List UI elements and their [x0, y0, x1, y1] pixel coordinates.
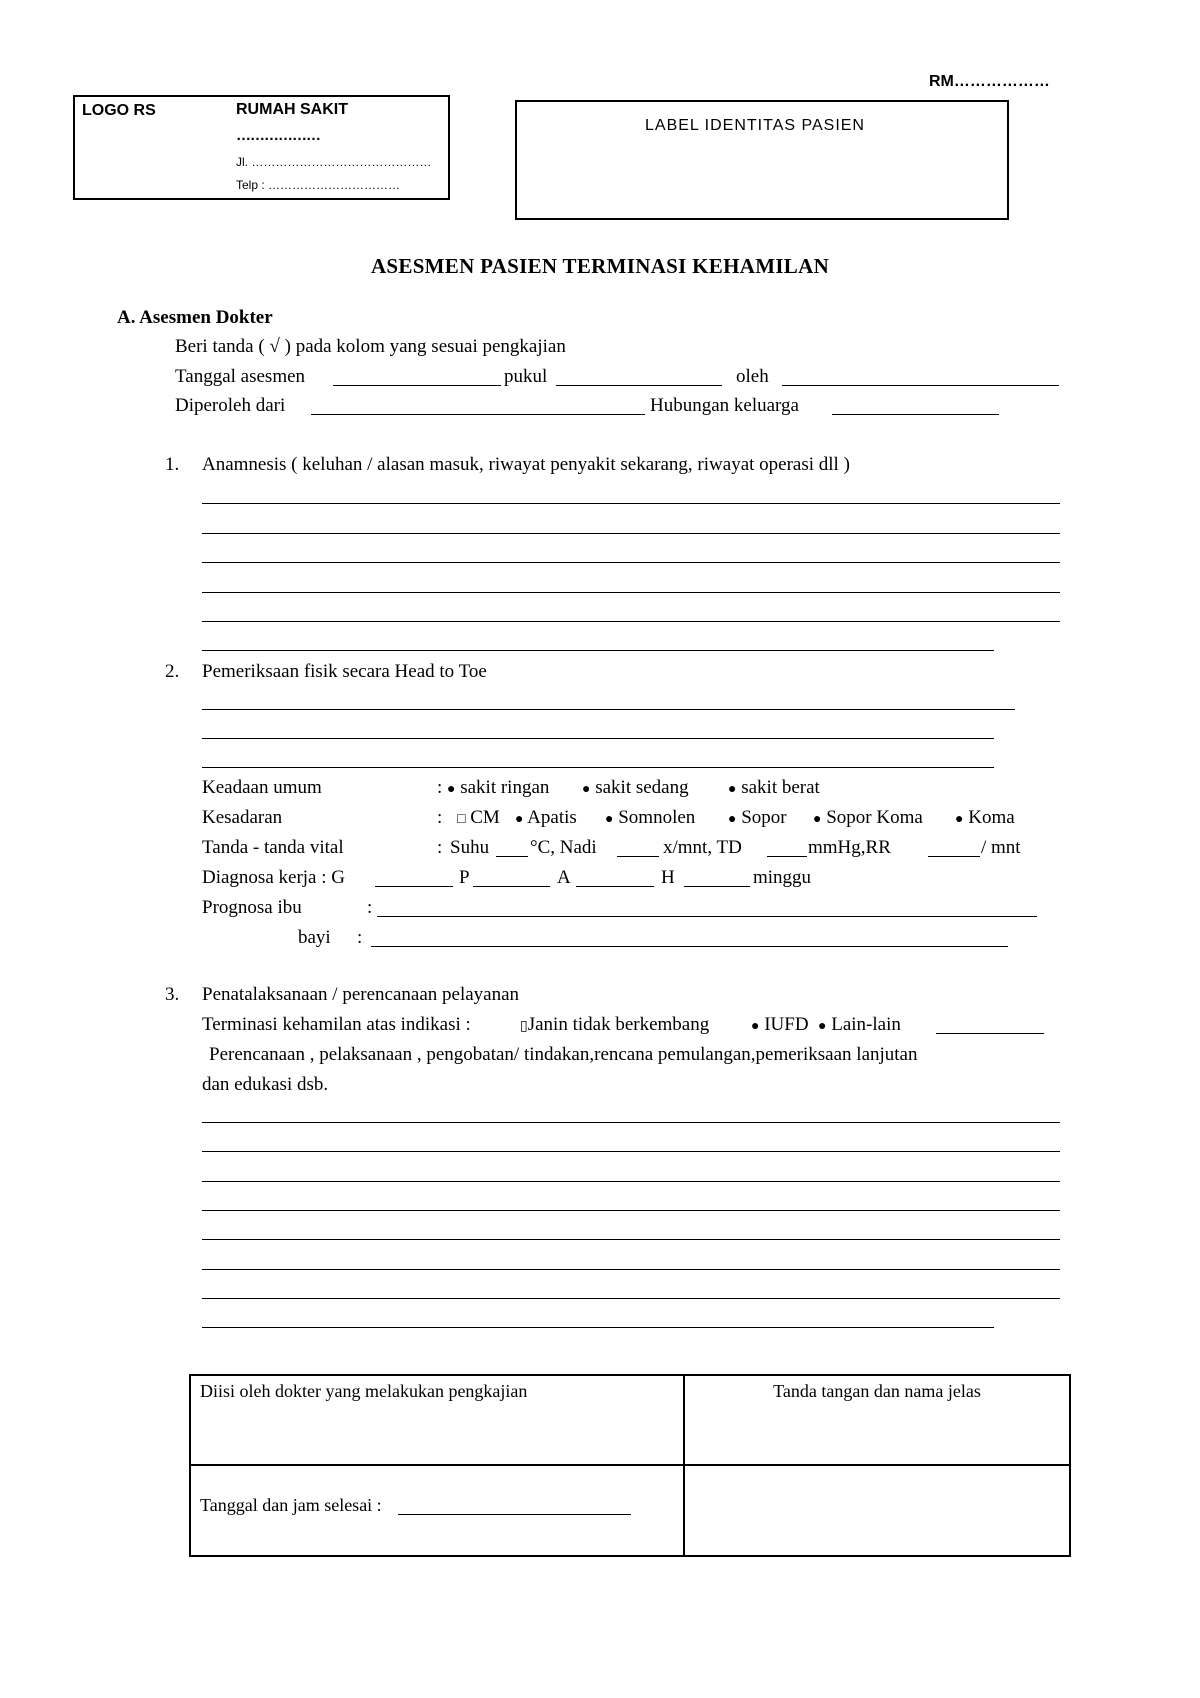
- date-time-field[interactable]: [398, 1514, 631, 1515]
- colon: :: [367, 897, 373, 918]
- option-label: Koma: [968, 807, 1015, 828]
- anamnesis-line[interactable]: [202, 621, 1060, 622]
- item-number-3: 3.: [165, 984, 180, 1005]
- option-label: Janin tidak berkembang: [527, 1014, 710, 1035]
- plan-line[interactable]: [202, 1269, 1060, 1270]
- nadi-field[interactable]: [617, 856, 659, 857]
- diagnosa-a-field[interactable]: [576, 886, 654, 887]
- pemeriksaan-label: Pemeriksaan fisik secara Head to Toe: [202, 661, 487, 682]
- vital-signs-label: Tanda - tanda vital: [202, 837, 344, 858]
- date-time-label: Tanggal dan jam selesai :: [200, 1495, 382, 1515]
- bullet-icon: ●: [955, 812, 964, 827]
- option-label: Sopor Koma: [826, 807, 923, 828]
- keadaan-umum-label: Keadaan umum: [202, 777, 322, 798]
- diagnosa-g-field[interactable]: [375, 886, 453, 887]
- anamnesis-line[interactable]: [202, 533, 1060, 534]
- colon: :: [437, 837, 443, 858]
- plan-line[interactable]: [202, 1210, 1060, 1211]
- diagnosa-label: Diagnosa kerja : G: [202, 867, 345, 888]
- keadaan-option-berat[interactable]: [728, 778, 820, 797]
- checkbox-icon: □: [457, 812, 466, 827]
- hospital-phone: Telp : ……………………………: [236, 178, 401, 192]
- plan-line[interactable]: [202, 1181, 1060, 1182]
- oleh-label: oleh: [736, 366, 769, 387]
- kesadaran-option-cm[interactable]: [457, 808, 500, 827]
- option-label: sakit berat: [741, 777, 820, 798]
- pukul-label: pukul: [504, 366, 548, 387]
- plan-line[interactable]: [202, 1239, 1060, 1240]
- oleh-field[interactable]: [782, 385, 1059, 386]
- diagnosa-p-label: P: [459, 867, 470, 888]
- option-label: sakit ringan: [460, 777, 550, 798]
- prognosa-bayi-field[interactable]: [371, 946, 1008, 947]
- rr-unit: / mnt: [981, 837, 1021, 858]
- plan-description-line1: Perencanaan , pelaksanaan , pengobatan/ tindakan,rencana pemulangan,pemeriksaan lanjutan: [209, 1044, 918, 1065]
- section-a-heading: A. Asesmen Dokter: [117, 307, 273, 328]
- bullet-icon: ●: [751, 1019, 760, 1034]
- suhu-label: Suhu: [450, 837, 490, 858]
- item-number-2: 2.: [165, 661, 180, 682]
- diagnosa-a-label: A: [557, 867, 571, 888]
- tanggal-asesmen-label: Tanggal asesmen: [175, 366, 306, 387]
- page-title: ASESMEN PASIEN TERMINASI KEHAMILAN: [370, 254, 830, 278]
- terminasi-option-janin[interactable]: [520, 1015, 709, 1034]
- signature-field[interactable]: [683, 1464, 1069, 1555]
- colon: :: [437, 807, 443, 828]
- hospital-name-blank: ………………: [236, 127, 320, 144]
- anamnesis-line[interactable]: [202, 650, 994, 651]
- bullet-icon: ●: [582, 782, 591, 797]
- item-number-1: 1.: [165, 454, 180, 475]
- prognosa-bayi-label: bayi: [298, 927, 331, 948]
- plan-line[interactable]: [202, 1327, 994, 1328]
- keadaan-option-sedang[interactable]: [582, 778, 689, 797]
- minggu-label: minggu: [753, 867, 812, 888]
- terminasi-option-iufd[interactable]: [751, 1015, 809, 1034]
- hubungan-field[interactable]: [832, 414, 999, 415]
- rm-number[interactable]: RM………………: [929, 73, 1050, 90]
- prognosa-ibu-field[interactable]: [377, 916, 1037, 917]
- pemeriksaan-line[interactable]: [202, 709, 1015, 710]
- diagnosa-h-field[interactable]: [684, 886, 750, 887]
- penatalaksanaan-label: Penatalaksanaan / perencanaan pelayanan: [202, 984, 520, 1005]
- pemeriksaan-line[interactable]: [202, 767, 994, 768]
- bullet-icon: ●: [447, 782, 456, 797]
- kesadaran-option-somnolen[interactable]: [605, 808, 695, 827]
- kesadaran-option-apatis[interactable]: [515, 808, 577, 827]
- diagnosa-h-label: H: [661, 867, 675, 888]
- colon: :: [437, 777, 443, 798]
- diperoleh-label: Diperoleh dari: [175, 395, 286, 416]
- instruction-text: Beri tanda ( √ ) pada kolom yang sesuai pengkajian: [175, 336, 566, 357]
- plan-line[interactable]: [202, 1151, 1060, 1152]
- nadi-label: °C, Nadi: [530, 837, 597, 858]
- bullet-icon: ●: [818, 1019, 827, 1034]
- hospital-logo: LOGO RS: [82, 102, 156, 119]
- bullet-icon: ●: [515, 812, 524, 827]
- hubungan-label: Hubungan keluarga: [650, 395, 799, 416]
- kesadaran-option-koma[interactable]: [955, 808, 1015, 827]
- tanggal-asesmen-field[interactable]: [333, 385, 501, 386]
- terminasi-option-lain[interactable]: [818, 1015, 901, 1034]
- td-label: x/mnt, TD: [663, 837, 742, 858]
- anamnesis-line[interactable]: [202, 592, 1060, 593]
- hospital-name: RUMAH SAKIT: [236, 101, 348, 118]
- option-label: Somnolen: [618, 807, 696, 828]
- signature-name-label: Tanda tangan dan nama jelas: [773, 1381, 981, 1401]
- plan-line[interactable]: [202, 1298, 1060, 1299]
- option-label: IUFD: [764, 1014, 809, 1035]
- keadaan-option-ringan[interactable]: [447, 778, 549, 797]
- pukul-field[interactable]: [556, 385, 722, 386]
- kesadaran-option-sopor[interactable]: [728, 808, 787, 827]
- bullet-icon: ●: [728, 782, 737, 797]
- hospital-address: Jl. ………………………………………: [236, 155, 432, 169]
- anamnesis-line[interactable]: [202, 503, 1060, 504]
- option-label: sakit sedang: [595, 777, 689, 798]
- plan-description-line2: dan edukasi dsb.: [202, 1074, 329, 1095]
- option-label: Lain-lain: [831, 1014, 901, 1035]
- kesadaran-label: Kesadaran: [202, 807, 283, 828]
- diagnosa-p-field[interactable]: [473, 886, 550, 887]
- option-label: Apatis: [527, 807, 577, 828]
- rr-label: mmHg,RR: [808, 837, 891, 858]
- bullet-icon: ●: [605, 812, 614, 827]
- option-label: Sopor: [741, 807, 787, 828]
- pemeriksaan-line[interactable]: [202, 738, 994, 739]
- rr-field[interactable]: [928, 856, 980, 857]
- suhu-field[interactable]: [496, 856, 528, 857]
- patient-label-title: LABEL IDENTITAS PASIEN: [645, 117, 865, 134]
- td-field[interactable]: [767, 856, 807, 857]
- bullet-icon: ●: [728, 812, 737, 827]
- filled-by-label: Diisi oleh dokter yang melakukan pengkajian: [200, 1381, 528, 1401]
- terminasi-label: Terminasi kehamilan atas indikasi :: [202, 1014, 471, 1035]
- prognosa-ibu-label: Prognosa ibu: [202, 897, 302, 918]
- anamnesis-label: Anamnesis ( keluhan / alasan masuk, riwayat penyakit sekarang, riwayat operasi dll ): [202, 454, 850, 475]
- plan-line[interactable]: [202, 1122, 1060, 1123]
- anamnesis-line[interactable]: [202, 562, 1060, 563]
- option-label: CM: [470, 807, 500, 828]
- checkbox-icon: ▯: [520, 1019, 528, 1034]
- diperoleh-field[interactable]: [311, 414, 645, 415]
- lain-lain-field[interactable]: [936, 1033, 1044, 1034]
- bullet-icon: ●: [813, 812, 822, 827]
- kesadaran-option-sopor-koma[interactable]: [813, 808, 923, 827]
- colon: :: [357, 927, 363, 948]
